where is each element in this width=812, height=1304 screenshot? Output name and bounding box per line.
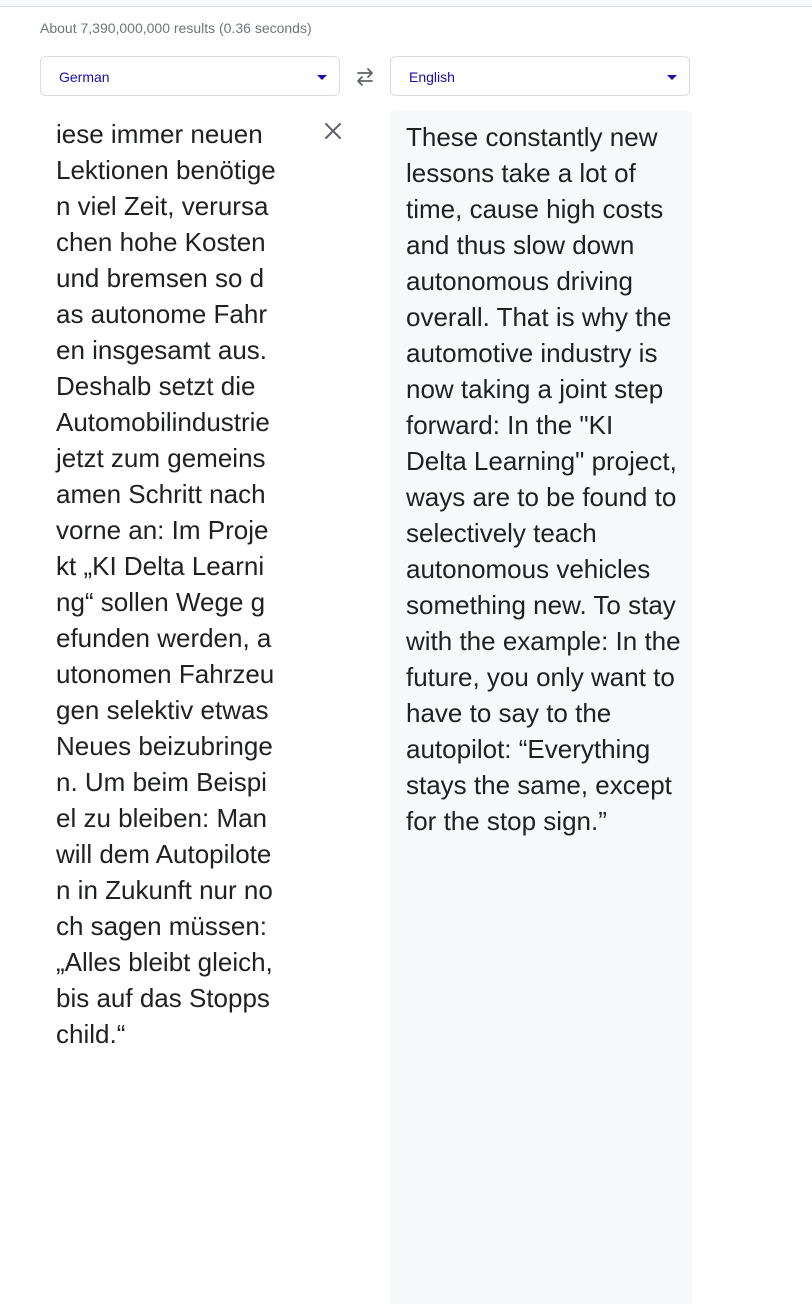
dropdown-caret-icon	[667, 75, 677, 80]
dropdown-caret-icon	[317, 75, 327, 80]
clear-source-button[interactable]	[320, 118, 346, 144]
source-text-input[interactable]: iese immer neuen Lektionen benötigen viel Zeit, verursachen hohe Kosten und bremsen so das autonome Fahren insgesamt aus. Deshalb setzt die Automobilindustrie jetzt zum gemeinsamen Schritt nach vorne an: Im Projekt „KI Delta Learning“ sollen Wege gefunden werden, autonomen Fahrzeugen selektiv etwas Neues beizubringen. Um beim Beispiel zu bleiben: Man will dem Autopiloten in Zukunft nur noch sagen müssen: „Alles bleibt gleich, bis auf das Stoppschild.“	[56, 119, 276, 1049]
translated-text: These constantly new lessons take a lot of time, cause high costs and thus slow down autonomous driving overall. That is why the automotive industry is now taking a joint step forward: In the "KI Delta Learning" project, ways are to be found to selectively teach autonomous vehicles something new. To stay with the example: In the future, you only want to have to say to the autopilot: “Everything stays the same, except for the stop sign.”	[406, 122, 681, 836]
source-language-select[interactable]	[40, 56, 340, 96]
target-language-select[interactable]	[390, 56, 690, 96]
source-language-label: German	[59, 69, 110, 85]
top-divider	[0, 0, 812, 7]
target-language-label: English	[409, 69, 455, 85]
swap-horizontal-icon	[352, 64, 378, 90]
swap-languages-button[interactable]	[352, 64, 378, 90]
close-icon	[320, 118, 346, 144]
translation-output-panel	[390, 110, 692, 1304]
result-stats: About 7,390,000,000 results (0.36 seconds)	[40, 20, 312, 36]
